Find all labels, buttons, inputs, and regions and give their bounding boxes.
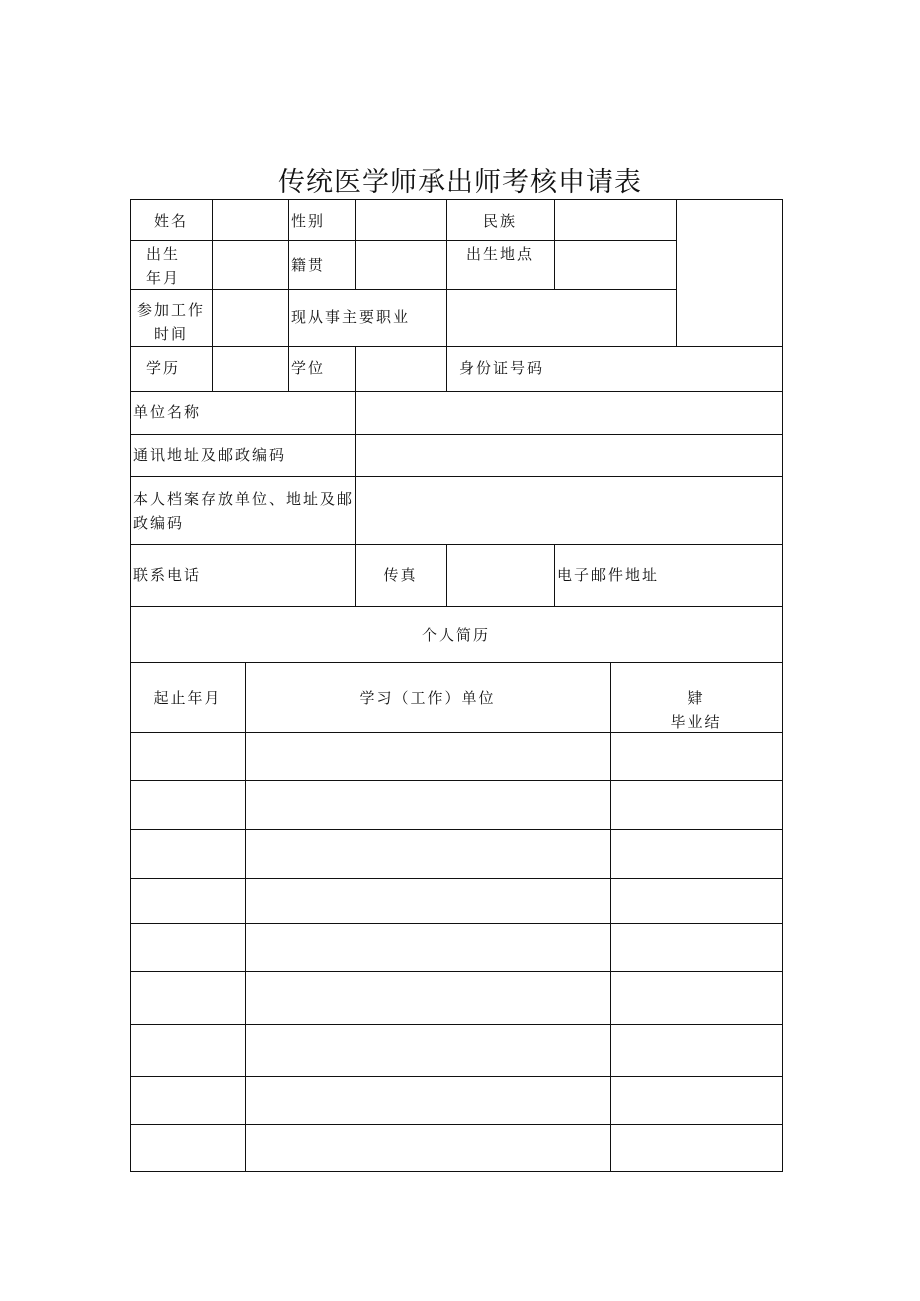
resume-unit-input[interactable]: [245, 878, 611, 924]
resume-period-input[interactable]: [130, 780, 246, 830]
resume-certifier-input[interactable]: [610, 829, 783, 879]
work-start-label: 参加工作 时间: [136, 301, 205, 343]
resume-certifier-input[interactable]: [610, 971, 783, 1025]
resume-certifier-input[interactable]: [610, 1024, 783, 1077]
resume-certifier-input[interactable]: [610, 780, 783, 830]
degree-input[interactable]: [355, 346, 447, 392]
resume-unit-input[interactable]: [245, 732, 611, 781]
education-label: 学历: [145, 359, 180, 377]
resume-period-input[interactable]: [130, 1076, 246, 1125]
resume-unit-input[interactable]: [245, 1124, 611, 1172]
period-header: 起止年月: [153, 689, 222, 707]
gender-label: 性别: [291, 212, 326, 230]
resume-unit-input[interactable]: [245, 971, 611, 1025]
gender-input[interactable]: [355, 199, 447, 241]
resume-period-input[interactable]: [130, 1024, 246, 1077]
unit-header: 学习（工作）单位: [359, 689, 496, 707]
name-input[interactable]: [212, 199, 289, 241]
native-place-label: 籍贯: [291, 256, 326, 274]
page-title: 传统医学师承出师考核申请表: [278, 167, 642, 198]
resume-period-input[interactable]: [130, 829, 246, 879]
resume-certifier-input[interactable]: [610, 1076, 783, 1125]
phone-label: 联系电话: [133, 566, 202, 584]
certifier-header: 肄 毕业结: [670, 689, 722, 731]
resume-period-input[interactable]: [130, 878, 246, 924]
resume-period-input[interactable]: [130, 923, 246, 972]
fax-input[interactable]: [446, 544, 555, 607]
degree-label: 学位: [291, 359, 326, 377]
id-number-label: 身份证号码: [459, 359, 545, 377]
archive-input[interactable]: [355, 476, 783, 545]
resume-unit-input[interactable]: [245, 829, 611, 879]
resume-period-input[interactable]: [130, 971, 246, 1025]
occupation-label: 现从事主要职业: [291, 308, 411, 326]
birth-date-label: 出生 年月: [145, 245, 180, 287]
birthplace-label: 出生地点: [465, 245, 534, 263]
birthplace-input[interactable]: [554, 240, 677, 290]
address-input[interactable]: [355, 434, 783, 477]
birth-date-input[interactable]: [212, 240, 289, 290]
resume-certifier-input[interactable]: [610, 732, 783, 781]
native-place-input[interactable]: [355, 240, 447, 290]
resume-unit-input[interactable]: [245, 923, 611, 972]
resume-certifier-input[interactable]: [610, 878, 783, 924]
work-start-input[interactable]: [212, 289, 289, 347]
email-label: 电子邮件地址: [557, 566, 660, 584]
resume-heading: 个人简历: [421, 626, 490, 644]
resume-period-input[interactable]: [130, 1124, 246, 1172]
resume-certifier-input[interactable]: [610, 1124, 783, 1172]
address-label: 通讯地址及邮政编码: [133, 446, 287, 464]
resume-period-input[interactable]: [130, 732, 246, 781]
resume-certifier-input[interactable]: [610, 923, 783, 972]
name-label: 姓名: [153, 212, 188, 230]
education-input[interactable]: [212, 346, 289, 392]
photo-box[interactable]: [676, 199, 783, 347]
occupation-input[interactable]: [446, 289, 677, 347]
resume-unit-input[interactable]: [245, 1076, 611, 1125]
archive-label: 本人档案存放单位、地址及邮 政编码: [133, 490, 355, 532]
fax-label: 传真: [383, 566, 418, 584]
employer-label: 单位名称: [133, 403, 202, 421]
resume-unit-input[interactable]: [245, 1024, 611, 1077]
employer-input[interactable]: [355, 391, 783, 435]
ethnicity-label: 民族: [482, 212, 517, 230]
ethnicity-input[interactable]: [554, 199, 677, 241]
resume-unit-input[interactable]: [245, 780, 611, 830]
